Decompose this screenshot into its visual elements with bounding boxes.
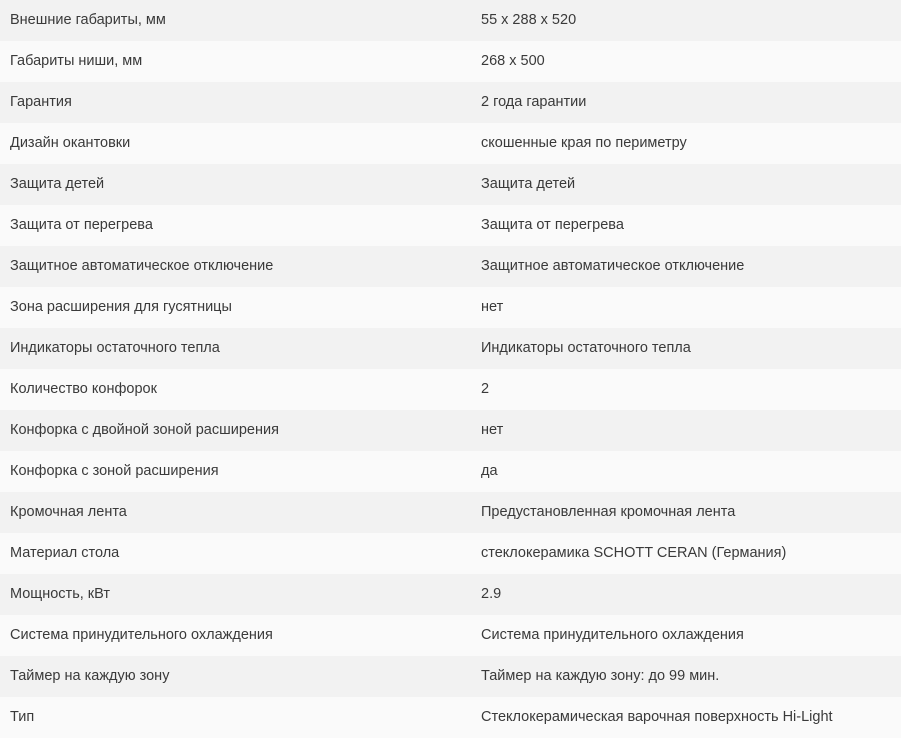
spec-value-cell: Защита от перегрева: [481, 217, 624, 234]
spec-value-cell: Предустановленная кромочная лента: [481, 504, 736, 521]
spec-name-cell: Кромочная лента: [10, 504, 127, 521]
table-row: [0, 369, 901, 410]
spec-name-cell: Гарантия: [10, 94, 72, 111]
table-row: [0, 410, 901, 451]
spec-value-cell: Защитное автоматическое отключение: [481, 258, 745, 275]
spec-name-cell: Индикаторы остаточного тепла: [10, 340, 220, 357]
spec-value-cell: Защита детей: [481, 176, 576, 193]
table-row: [0, 205, 901, 246]
table-row: [0, 328, 901, 369]
spec-value-cell: Таймер на каждую зону: до 99 мин.: [481, 668, 720, 685]
spec-value-cell: да: [481, 463, 498, 480]
spec-value-cell: 268 x 500: [481, 53, 545, 70]
table-row: [0, 533, 901, 574]
spec-name-cell: Система принудительного охлаждения: [10, 627, 273, 644]
table-row: [0, 123, 901, 164]
spec-name-cell: Защита от перегрева: [10, 217, 153, 234]
spec-name-cell: Мощность, кВт: [10, 586, 110, 603]
spec-value-cell: 2 года гарантии: [481, 94, 587, 111]
table-row: [0, 0, 901, 41]
spec-name-cell: Защита детей: [10, 176, 105, 193]
spec-value-cell: стеклокерамика SCHOTT CERAN (Германия): [481, 545, 787, 562]
table-row: [0, 574, 901, 615]
table-row: [0, 164, 901, 205]
spec-name-cell: Внешние габариты, мм: [10, 12, 166, 29]
spec-value-cell: Стеклокерамическая варочная поверхность Hi-Light: [481, 709, 833, 726]
spec-value-cell: 55 x 288 x 520: [481, 12, 577, 29]
table-row: [0, 246, 901, 287]
spec-name-cell: Конфорка с двойной зоной расширения: [10, 422, 279, 439]
spec-name-cell: Тип: [10, 709, 35, 726]
spec-value-cell: Индикаторы остаточного тепла: [481, 340, 691, 357]
spec-value-cell: нет: [481, 299, 504, 316]
spec-name-cell: Таймер на каждую зону: [10, 668, 170, 685]
table-row: [0, 41, 901, 82]
spec-value-cell: Система принудительного охлаждения: [481, 627, 744, 644]
table-row: [0, 451, 901, 492]
spec-name-cell: Габариты ниши, мм: [10, 53, 143, 70]
spec-name-cell: Дизайн окантовки: [10, 135, 131, 152]
table-row: [0, 82, 901, 123]
table-row: [0, 287, 901, 328]
spec-value-cell: 2.9: [481, 586, 502, 603]
spec-value-cell: нет: [481, 422, 504, 439]
table-row: [0, 697, 901, 738]
table-row: [0, 492, 901, 533]
spec-name-cell: Зона расширения для гусятницы: [10, 299, 232, 316]
table-row: [0, 615, 901, 656]
spec-value-cell: скошенные края по периметру: [481, 135, 687, 152]
table-row: [0, 656, 901, 697]
spec-name-cell: Конфорка с зоной расширения: [10, 463, 219, 480]
spec-name-cell: Материал стола: [10, 545, 120, 562]
spec-name-cell: Количество конфорок: [10, 381, 157, 398]
spec-name-cell: Защитное автоматическое отключение: [10, 258, 274, 275]
spec-value-cell: 2: [481, 381, 490, 398]
